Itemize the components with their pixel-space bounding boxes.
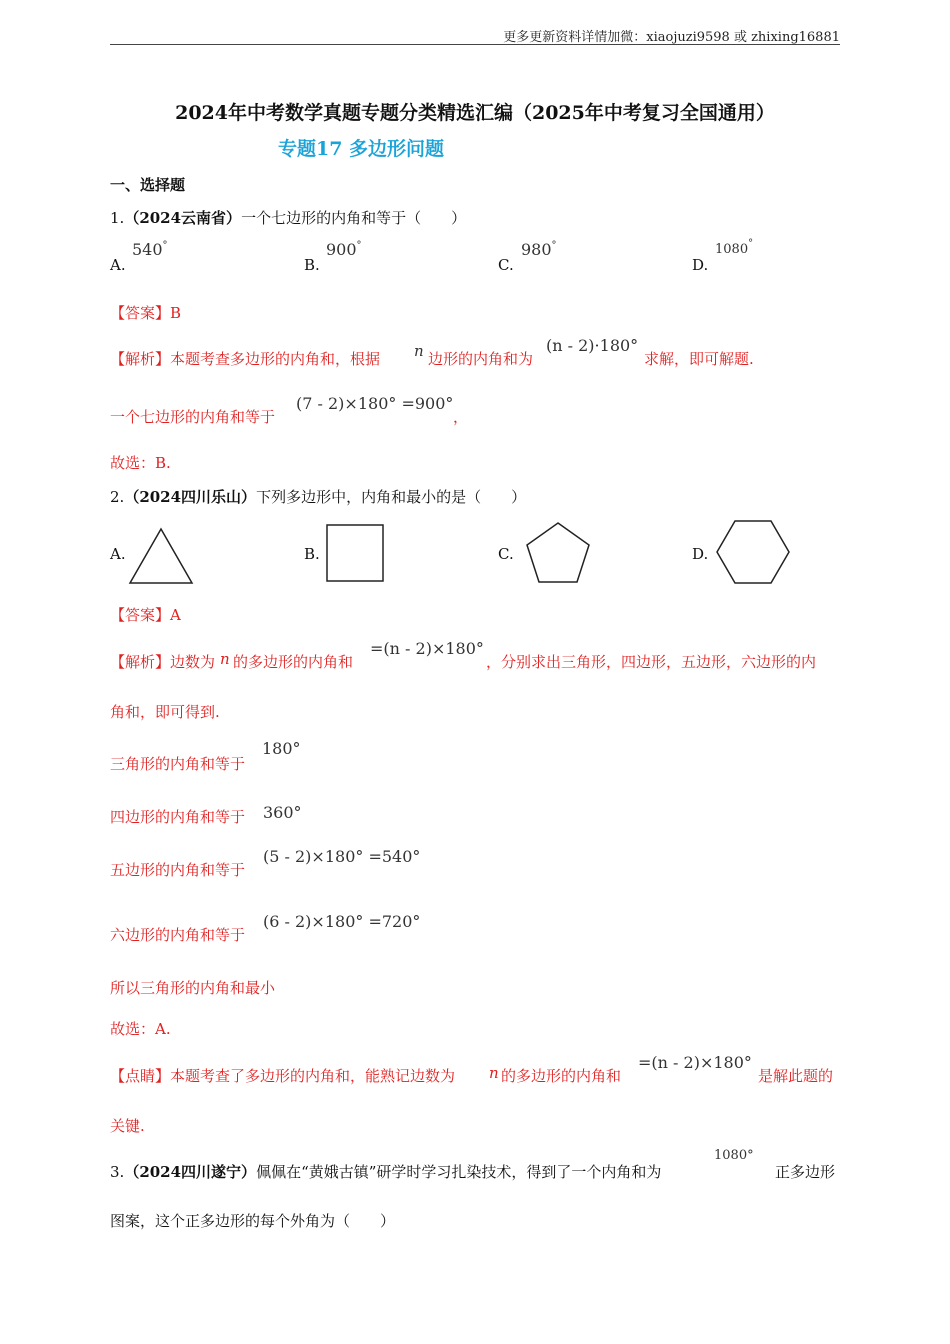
page-title: 2024年中考数学真题专题分类精选汇编（2025年中考复习全国通用） (175, 102, 775, 124)
q1-analysis-n: n (414, 342, 424, 360)
hexagon-shape (714, 518, 792, 586)
q3-text2: 正多边形 (775, 1163, 836, 1181)
q2-result: 所以三角形的内角和最小 (110, 979, 276, 997)
q3-text: 佩佩在“黄娥古镇”研学时学习扎染技术，得到了一个内角和为 (256, 1163, 662, 1181)
q2-analysis-formula: =(n - 2)×180° (370, 639, 484, 658)
q1-option-d-letter: D. (692, 256, 709, 274)
q2-option-c-letter: C. (498, 545, 514, 563)
q1-analysis-label: 【解析】 (110, 350, 171, 368)
q1-analysis-text2: 边形的内角和为 (428, 350, 534, 368)
square-shape (324, 522, 386, 584)
q2-analysis-text3: ，分别求出三角形，四边形，五边形，六边形的内 (486, 653, 817, 671)
q2-tip-line (110, 1065, 455, 1086)
question-1 (110, 207, 466, 228)
q2-row-2-text: 四边形的内角和等于 (110, 808, 246, 826)
q2-option-d-letter: D. (692, 545, 709, 563)
q2-row-1-text: 三角形的内角和等于 (110, 755, 246, 773)
header-rule (110, 44, 840, 45)
q1-option-c-letter: C. (498, 256, 514, 274)
q2-tip-text2: 的多边形的内角和 (501, 1067, 622, 1085)
q2-tip-text: 本题考查了多边形的内角和，能熟记边数为 (170, 1067, 456, 1085)
q3-value: 1080° (714, 1148, 754, 1163)
triangle-shape (128, 526, 194, 586)
q2-conclusion: 故选：A. (110, 1020, 171, 1038)
q2-option-a-letter: A. (110, 545, 126, 563)
q1-option-c-value: 980° (521, 240, 557, 259)
q2-answer: 【答案】A (110, 606, 181, 624)
section-heading: 一、选择题 (110, 176, 186, 194)
q1-source: （2024云南省） (124, 209, 242, 227)
q2-tip-text3: 是解此题的 (758, 1067, 834, 1085)
q1-option-a-value: 540° (132, 240, 168, 259)
pentagon-shape (523, 520, 593, 586)
q2-tip-cont: 关键. (110, 1117, 145, 1135)
page-subtitle: 专题17 多边形问题 (278, 138, 445, 160)
q3-source: （2024四川遂宁） (124, 1163, 257, 1181)
q2-analysis-n: n (220, 650, 230, 668)
question-2 (110, 486, 526, 507)
q2-row-1-formula: 180° (262, 739, 301, 758)
q2-row-3-formula: (5 - 2)×180° =540° (263, 847, 421, 866)
q2-number: 2. (110, 488, 125, 506)
q1-option-b-value: 900° (326, 240, 362, 259)
q2-analysis-text2: 的多边形的内角和 (233, 653, 354, 671)
q1-conclusion: 故选：B. (110, 454, 171, 472)
q1-answer: 【答案】B (110, 304, 182, 322)
q2-row-2-formula: 360° (263, 803, 302, 822)
q2-row-4-formula: (6 - 2)×180° =720° (263, 912, 421, 931)
q1-text: 一个七边形的内角和等于（ ） (241, 209, 467, 227)
q2-source: （2024四川乐山） (124, 488, 257, 506)
q1-analysis-text3: 求解，即可解题. (644, 350, 754, 368)
q2-analysis-label: 【解析】 (110, 653, 171, 671)
q1-number: 1. (110, 209, 125, 227)
q3-text-cont: 图案，这个正多边形的每个外角为（ ） (110, 1212, 396, 1230)
q1-option-a-letter: A. (110, 256, 126, 274)
q2-tip-n: n (489, 1064, 499, 1082)
q2-analysis-cont: 角和，即可得到. (110, 703, 220, 721)
question-3 (110, 1161, 661, 1182)
q1-line2-text: 一个七边形的内角和等于 (110, 408, 276, 426)
q2-text: 下列多边形中，内角和最小的是（ ） (256, 488, 527, 506)
q1-line2-formula: (7 - 2)×180° =900° (296, 394, 454, 413)
q1-analysis-formula: (n - 2)·180° (546, 336, 639, 355)
q1-option-b-letter: B. (304, 256, 320, 274)
q2-analysis-line (110, 651, 215, 672)
q2-row-3-text: 五边形的内角和等于 (110, 861, 246, 879)
q1-line2-tail: ， (453, 408, 469, 426)
q1-analysis-line (110, 348, 380, 369)
header-note: 更多更新资料详情加微：xiaojuzi9598 或 zhixing16881 (503, 30, 840, 45)
q2-option-b-letter: B. (304, 545, 320, 563)
q3-number: 3. (110, 1163, 125, 1181)
q2-tip-label: 【点睛】 (110, 1067, 171, 1085)
q1-analysis-text: 本题考查多边形的内角和，根据 (170, 350, 381, 368)
q2-analysis-text: 边数为 (170, 653, 216, 671)
q2-tip-formula: =(n - 2)×180° (638, 1053, 752, 1072)
q1-option-d-value: 1080° (715, 238, 754, 257)
q2-row-4-text: 六边形的内角和等于 (110, 926, 246, 944)
